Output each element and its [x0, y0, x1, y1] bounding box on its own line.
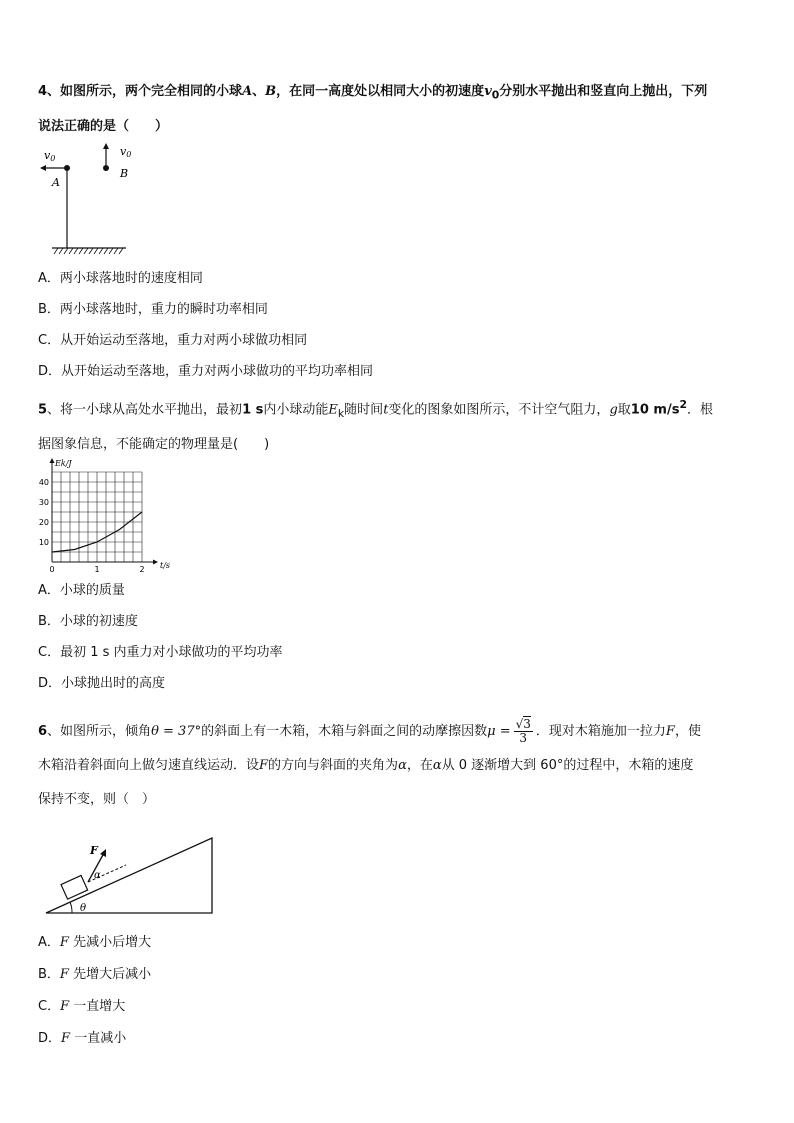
- label-alpha: α: [94, 870, 101, 881]
- label-f: F: [90, 844, 98, 857]
- q5-option-c: C．最初 1 s 内重力对小球做功的平均功率: [38, 645, 283, 660]
- arrow-left-head: [40, 165, 46, 171]
- q4-option-a: A．两小球落地时的速度相同: [38, 271, 203, 286]
- incline-triangle: [46, 838, 212, 913]
- q4-number: 4: [38, 84, 48, 99]
- y-axis-arrow: [50, 458, 55, 463]
- arrow-up-head: [103, 143, 109, 149]
- q4-stem: 4、如图所示，两个完全相同的小球A、B，在同一高度处以相同大小的初速度$v_0$分别水平抛出和竖直向上抛出，下列 说法正确的是（ ）: [38, 84, 708, 134]
- q4-option-b: B．两小球落地时，重力的瞬时功率相同: [38, 302, 268, 317]
- x-tick-label: 1: [94, 565, 100, 574]
- x-axis-arrow: [153, 560, 158, 565]
- x-axis-label: t/s: [160, 561, 171, 570]
- label-a: A: [52, 176, 60, 189]
- q6-option-a: A．F 先减小后增大: [38, 935, 152, 950]
- q6-option-c: C．F 一直增大: [38, 999, 126, 1014]
- y-axis-label: Ek/J: [55, 459, 72, 468]
- q4-figure: [36, 140, 136, 255]
- ek-chart: [36, 452, 171, 574]
- q4-option-c: C．从开始运动至落地，重力对两小球做功相同: [38, 333, 308, 348]
- theta-arc: [70, 902, 72, 913]
- q6-incline-figure: [40, 832, 220, 918]
- q6-option-d: D．F 一直减小: [38, 1031, 127, 1046]
- y-tick-label: 20: [38, 518, 49, 527]
- label-b: B: [120, 167, 129, 180]
- q5-option-a: A．小球的质量: [38, 583, 125, 598]
- label-v0-left: v0: [44, 149, 56, 163]
- q4-option-d: D．从开始运动至落地，重力对两小球做功的平均功率相同: [38, 364, 374, 379]
- label-v0-up: v0: [120, 145, 132, 159]
- ground-hatch: [54, 248, 123, 254]
- q5-option-d: D．小球抛出时的高度: [38, 676, 166, 691]
- mu-fraction: $\frac{√3}{3}$: [515, 717, 531, 745]
- y-tick-label: 30: [38, 498, 49, 507]
- label-theta: θ: [80, 903, 87, 914]
- q5-option-b: B．小球的初速度: [38, 614, 138, 629]
- q6-stem: 6、如图所示，倾角θ = 37°的斜面上有一木箱，木箱与斜面之间的动摩擦因数μ = $\frac{√3}{3}$ ．现对木箱施加一拉力F，使 木箱沿着斜面向上做匀速直线运动．设F的方向与斜面的夹角为α，在α从 0 逐渐增大到 60°的过程中，木箱的速度 保持不变，则（ ）: [38, 717, 701, 807]
- y-tick-label: 40: [38, 478, 49, 487]
- q6-option-b: B．F 先增大后减小: [38, 967, 152, 982]
- ball-b: [103, 165, 109, 171]
- q5-stem: 5、将一小球从高处水平抛出，最初1 s内小球动能$E_k$随时间t变化的图象如图所示，不计空气阻力，g取10 $m/s^2$．根 据图象信息，不能确定的物理量是( ): [38, 398, 713, 452]
- x-tick-label: 2: [139, 565, 145, 574]
- y-tick-label: 10: [38, 538, 49, 547]
- x-tick-label: 0: [49, 565, 55, 574]
